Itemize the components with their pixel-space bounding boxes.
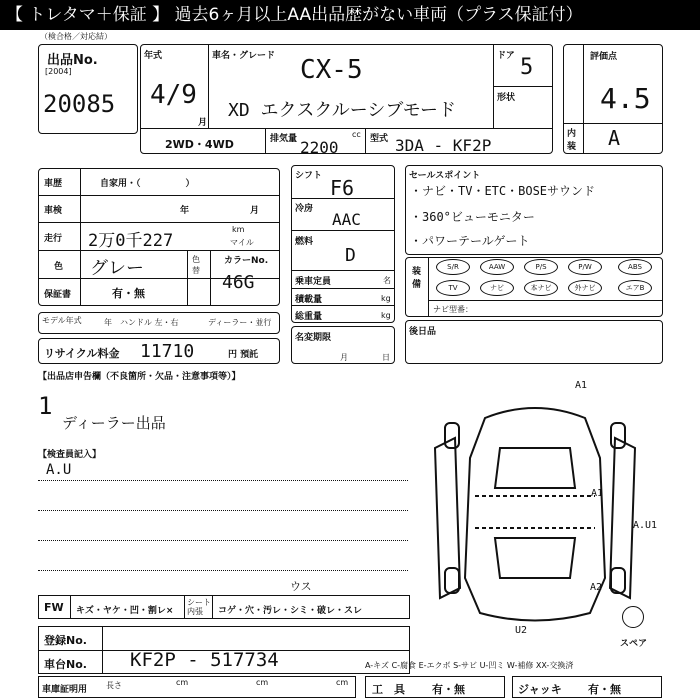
equip-label: 装備: [412, 267, 422, 290]
drive-label: 2WD・4WD: [165, 138, 234, 151]
mileage-unit: km: [232, 225, 245, 234]
spare-icon: [622, 606, 644, 628]
nenshiki-value: 4/9: [150, 80, 197, 110]
lot-box: [38, 44, 138, 134]
interior-mark: ウス: [290, 580, 312, 593]
equip-pw: P/W: [568, 259, 602, 275]
recycle-value: 11710: [140, 341, 195, 362]
mileage-value: 2万0千227: [88, 231, 174, 251]
cert-cm-3: cm: [336, 678, 349, 687]
cert-label: 車庫証明用: [42, 685, 88, 695]
lot-label: 出品No.: [47, 53, 98, 68]
inspector-label: 【検査員記入】: [38, 450, 102, 460]
doors-value: 5: [520, 55, 534, 80]
nenshiki-month: 月: [198, 118, 208, 128]
displacement-label: 排気量: [270, 134, 298, 144]
after-label: 後日品: [409, 327, 437, 337]
interior-seat: シート内張: [187, 598, 211, 616]
interior-seat-items: コゲ・穴・汚レ・シミ・破レ・スレ: [218, 606, 363, 616]
shift-value: F6: [330, 176, 355, 200]
equip-tv: TV: [436, 280, 470, 296]
history-label: 車歴: [44, 179, 63, 189]
interior-fw: FW: [44, 601, 64, 614]
equip-navi: ナビ: [480, 280, 514, 296]
displacement-unit: cc: [352, 130, 361, 139]
load-label: 積載量: [295, 295, 323, 305]
gross-unit: kg: [381, 311, 391, 320]
after-box: [405, 320, 663, 364]
interior-items: キズ・ヤケ・凹・割レ×: [76, 606, 174, 616]
declaration-note: ディーラー出品: [62, 414, 166, 432]
nenshiki-label: 年式: [144, 51, 163, 61]
fuel-value: D: [345, 245, 356, 266]
model-row-dealer: ディーラー・並行: [208, 318, 272, 327]
jack-value: 有・無: [588, 683, 621, 696]
spare-label: スペア: [620, 639, 648, 649]
tools-value: 有・無: [432, 683, 465, 696]
recycle-unit: 円 預託: [228, 350, 259, 360]
lot-number: 20085: [43, 90, 116, 118]
ac-label: 冷房: [295, 204, 314, 214]
color-label: 色: [54, 262, 64, 272]
diagram-mark-4: A2: [590, 582, 603, 593]
chassis-value: KF2P - 517734: [130, 649, 279, 671]
cert-cm-1: cm: [176, 678, 189, 687]
meigi-month: 月: [340, 353, 348, 362]
equip-abs: ABS: [618, 259, 652, 275]
score-value: 4.5: [600, 82, 651, 115]
chassis-label: 車台No.: [44, 658, 87, 671]
mileage-mile: マイル: [230, 238, 254, 247]
car-diagram: [415, 378, 665, 638]
sales-line-1: ・ナビ・TV・ETC・BOSEサウンド: [410, 184, 596, 198]
recycle-label: リサイクル料金: [44, 347, 120, 360]
gross-label: 総重量: [295, 312, 323, 322]
legend-text: A-キズ C-腐食 E-エクボ S-サビ U-凹ミ W-補修 XX-交換済: [365, 661, 574, 670]
color-code-label: カラーNo.: [224, 256, 269, 266]
declaration-label: 【出品店申告欄（不良箇所・欠品・注意事項等）】: [38, 372, 241, 382]
katashiki-value: 3DA - KF2P: [395, 136, 492, 155]
car-grade: XD エクスクルーシブモード: [228, 100, 456, 121]
equip-aaw: AAW: [480, 259, 514, 275]
history-value: 自家用・（ ）: [100, 179, 195, 189]
equip-ext-navi: 外ナビ: [568, 280, 602, 296]
meigi-day: 日: [382, 353, 390, 362]
car-label: 車名・グレード: [212, 51, 276, 61]
mileage-label: 走行: [44, 234, 63, 244]
score-label: 評価点: [590, 52, 618, 62]
sales-line-3: ・パワーテールゲート: [410, 234, 530, 248]
doors-label: ドア: [497, 51, 515, 61]
warranty-value: 有・無: [112, 287, 145, 300]
lot-year-tag: [2004]: [45, 67, 72, 76]
inspector-note: A.U: [46, 462, 72, 478]
equip-ps: P/S: [524, 259, 558, 275]
cert-cm-2: cm: [256, 678, 269, 687]
equip-genuine-navi: 本ナビ: [524, 280, 558, 296]
load-unit: kg: [381, 294, 391, 303]
capacity-unit: 名: [383, 276, 391, 285]
capacity-label: 乗車定員: [295, 277, 332, 287]
model-row-year: 年: [104, 318, 112, 327]
color-value: グレー: [90, 258, 144, 279]
interior-value: A: [608, 126, 621, 150]
header-banner: 【 トレタマ＋保証 】 過去6ヶ月以上AA出品歴がない車両（プラス保証付）: [0, 0, 700, 30]
diagram-mark-3: A.U1: [633, 520, 658, 531]
sales-line-2: ・360°ビューモニター: [410, 210, 535, 224]
shape-label: 形状: [497, 93, 516, 103]
touroku-label: 登録No.: [44, 634, 87, 647]
interior-label: 内装: [567, 129, 577, 152]
sales-label: セールスポイント: [409, 171, 481, 181]
ac-value: AAC: [332, 210, 361, 229]
jack-label: ジャッキ: [518, 683, 562, 696]
color-code: 46G: [222, 272, 255, 293]
diagram-mark-1: A1: [575, 380, 588, 391]
color-change: 色替: [192, 255, 200, 275]
displacement-value: 2200: [300, 138, 339, 157]
top-small-note: （検合格／対応結）: [40, 32, 112, 41]
car-model: CX-5: [300, 55, 363, 85]
diagram-mark-2: A1: [591, 488, 604, 499]
tools-label: 工 具: [372, 683, 405, 696]
katashiki-label: 型式: [370, 134, 389, 144]
equip-navi-model: ナビ型番：: [433, 305, 473, 314]
model-row-handle: ハンドル 左・右: [120, 318, 179, 327]
diagram-mark-5: U2: [515, 625, 528, 636]
shift-label: シフト: [295, 171, 323, 181]
shaken-month: 月: [250, 206, 260, 216]
shaken-label: 車検: [44, 206, 63, 216]
meigi-label: 名変期限: [295, 333, 332, 343]
shaken-year: 年: [180, 206, 190, 216]
model-row-label: モデル年式: [42, 316, 82, 325]
fuel-label: 燃料: [295, 237, 314, 247]
declaration-mark: 1: [38, 392, 53, 420]
cert-length: 長さ: [106, 681, 122, 690]
equip-airbag: エアB: [618, 280, 652, 296]
warranty-label: 保証書: [44, 290, 72, 300]
equip-sr: S/R: [436, 259, 470, 275]
